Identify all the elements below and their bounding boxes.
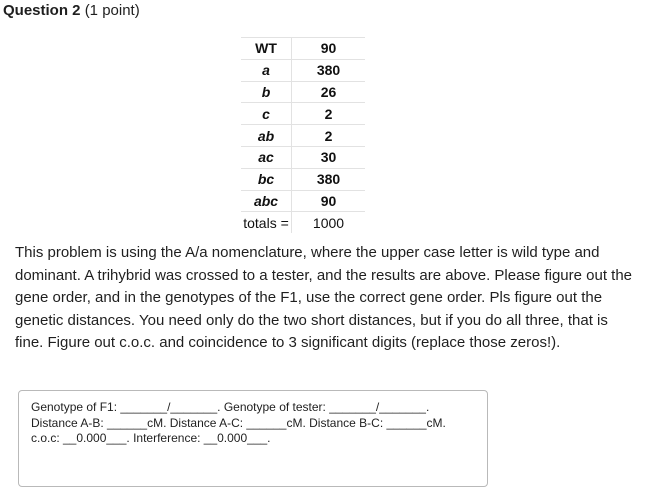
totals-label: totals =: [241, 212, 292, 233]
answer-line-genotypes: Genotype of F1: _______/_______. Genotype of tester: _______/_______.: [31, 400, 430, 414]
table-row: [241, 59, 365, 81]
genotype-cell: ab: [241, 125, 292, 147]
table-row: [241, 38, 365, 60]
genotype-cell: c: [241, 103, 292, 125]
table-row: [241, 103, 365, 125]
table-row: [241, 168, 365, 190]
answer-text-box[interactable]: [18, 390, 488, 487]
count-cell: 90: [292, 38, 366, 60]
question-points: (1 point): [84, 2, 140, 19]
count-cell: 380: [292, 168, 366, 190]
totals-row: [241, 212, 365, 233]
genotype-cell: b: [241, 81, 292, 103]
genotype-cell: a: [241, 59, 292, 81]
genotype-cell: ac: [241, 146, 292, 168]
problem-text: This problem is using the A/a nomenclature, where the upper case letter is wild type and dominant. A trihybrid was crossed to a tester, and the results are above. Please figure out the gene order, and in the genotypes of the F1, use the correct gene order. Pls figure out the genetic distances. You need only do the two short distances, but if you do all three, that is fine. Figure out c.o.c. and coincidence to 3 significant digits (replace those zeros!).: [15, 244, 633, 351]
genotype-cell: WT: [241, 38, 292, 60]
count-cell: 30: [292, 146, 366, 168]
count-cell: 90: [292, 190, 366, 212]
answer-line-coc: c.o.c: __0.000___. Interference: __0.000___.: [31, 431, 271, 445]
totals-value: 1000: [312, 214, 345, 231]
count-cell: 380: [292, 59, 366, 81]
table-row: [241, 81, 365, 103]
genotype-cell: abc: [241, 190, 292, 212]
count-cell: 26: [292, 81, 366, 103]
answer-line-distances: Distance A-B: ______cM. Distance A-C: ______cM. Distance B-C: ______cM.: [31, 415, 446, 430]
table-row: [241, 146, 365, 168]
table-row: [241, 190, 365, 212]
table-row: [241, 125, 365, 147]
question-header: [3, 1, 140, 21]
count-cell: 2: [292, 103, 366, 125]
genotype-cell: bc: [241, 168, 292, 190]
count-cell: 2: [292, 125, 366, 147]
genotype-count-table: [241, 37, 365, 233]
question-title: Question 2: [3, 2, 81, 19]
